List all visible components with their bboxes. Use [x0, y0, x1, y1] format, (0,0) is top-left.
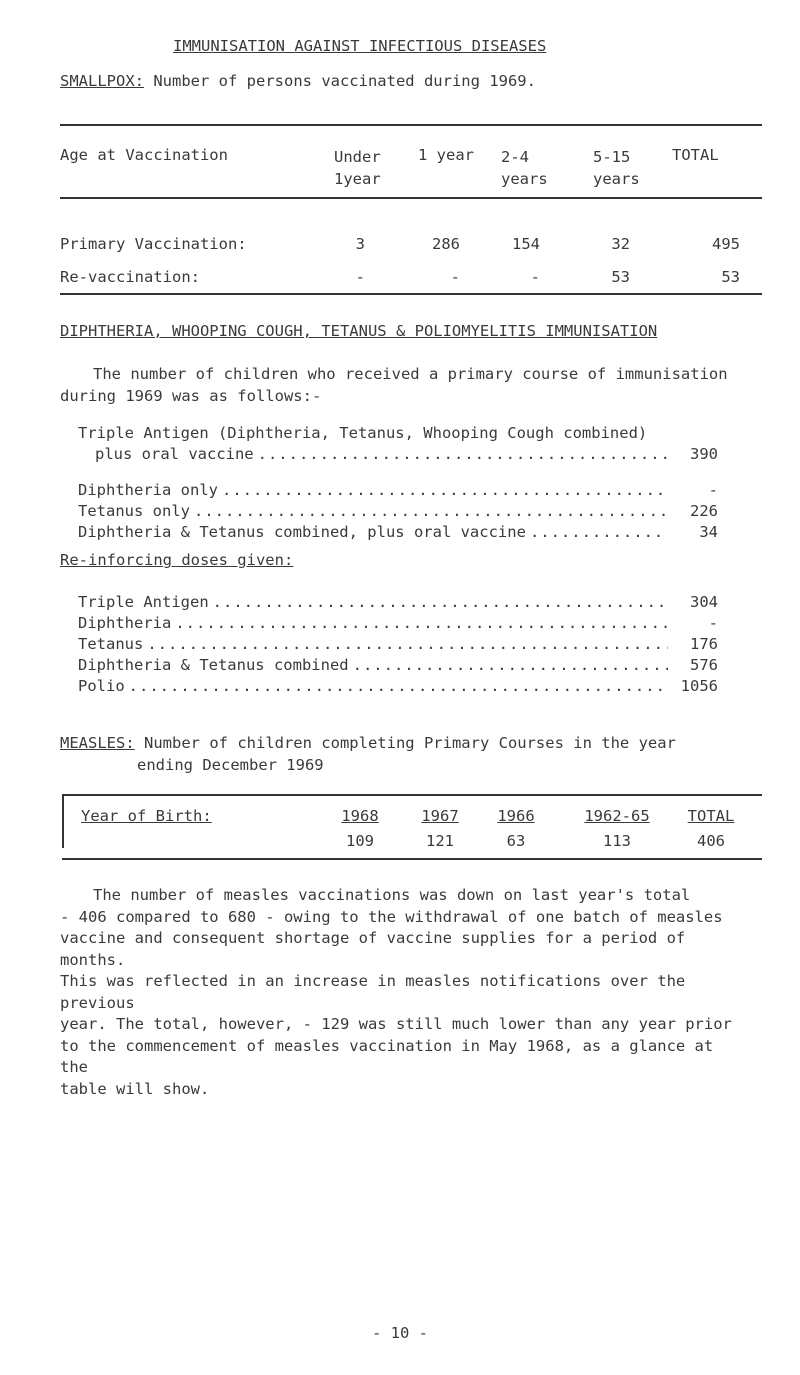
measles-value-1962-65: 113 — [603, 832, 631, 850]
measles-table-top-rule — [62, 794, 762, 796]
triple-antigen-label-line1: Triple Antigen (Diphtheria, Tetanus, Whooping Cough combined) — [78, 424, 648, 442]
primary-item-tetanus — [78, 502, 718, 520]
measles-value-1966: 63 — [506, 832, 526, 850]
col-header-age: Age at Vaccination — [60, 146, 228, 164]
paragraph-line: year. The total, however, - 129 was still much lower than any year prior — [60, 1015, 732, 1033]
measles-value-1967: 121 — [426, 832, 454, 850]
dtp-intro-line2: during 1969 was as follows:- — [60, 386, 322, 405]
item-value: - — [708, 614, 718, 632]
measles-heading: MEASLES: — [60, 734, 135, 752]
leader-dots — [222, 481, 668, 499]
item-label: Diphtheria & Tetanus combined — [78, 656, 349, 674]
col-header-2-4 — [501, 146, 548, 190]
reinforcing-item-triple — [78, 593, 718, 611]
reinforcing-item-dt-combined — [78, 656, 718, 674]
paragraph-line: - 406 compared to 680 - owing to the withdrawal of one batch of measles — [60, 907, 723, 926]
reinforcing-heading: Re-inforcing doses given: — [60, 551, 294, 569]
measles-value-total: 406 — [697, 832, 725, 850]
item-label: Triple Antigen — [78, 593, 209, 611]
paragraph-line: The number of measles vaccinations was down on last year's total — [93, 886, 691, 904]
page-title: IMMUNISATION AGAINST INFECTIOUS DISEASES — [173, 37, 547, 55]
dtp-intro-line1: The number of children who received a primary course of immunisation — [93, 365, 728, 383]
col-header-under1 — [334, 146, 381, 190]
col-header-total: TOTAL — [672, 146, 719, 164]
item-value: 176 — [690, 635, 718, 653]
leader-dots — [175, 614, 668, 632]
row-primary-label: Primary Vaccination: — [60, 235, 247, 253]
dtp-heading: DIPHTHERIA, WHOOPING COUGH, TETANUS & POLIOMYELITIS IMMUNISATION — [60, 322, 658, 340]
year-1962-65: 1962-65 — [584, 807, 650, 825]
year-1968: 1968 — [341, 807, 379, 825]
paragraph-line: to the commencement of measles vaccination in May 1968, as a glance at the — [60, 1036, 714, 1076]
measles-table-left-rule — [62, 794, 64, 848]
row-primary-1year: 286 — [432, 235, 460, 253]
measles-subtitle-2: ending December 1969 — [137, 756, 324, 774]
smallpox-table-top-rule — [60, 124, 762, 126]
primary-item-dt-combined — [78, 523, 718, 541]
reinforcing-item-tetanus — [78, 635, 718, 653]
smallpox-subtitle: Number of persons vaccinated during 1969. — [153, 72, 536, 90]
triple-antigen-value: 390 — [690, 445, 718, 463]
item-value: 226 — [690, 502, 718, 520]
row-primary-2-4: 154 — [512, 235, 540, 253]
measles-table-bottom-rule — [62, 858, 762, 860]
reinforcing-item-polio — [78, 677, 718, 695]
year-1967: 1967 — [421, 807, 459, 825]
item-value: 34 — [699, 523, 718, 541]
col-header-2-4-line2: years — [501, 170, 548, 188]
row-revacc-2-4: - — [530, 268, 540, 286]
smallpox-table-bottom-rule — [60, 293, 762, 295]
leader-dots — [530, 523, 668, 541]
item-label: Diphtheria & Tetanus combined, plus oral vaccine — [78, 523, 526, 541]
row-primary-under1: 3 — [355, 235, 365, 253]
year-of-birth-label: Year of Birth: — [81, 807, 212, 825]
measles-paragraph — [60, 885, 750, 1100]
primary-item-diphtheria — [78, 481, 718, 499]
item-value: 576 — [690, 656, 718, 674]
triple-antigen-row — [78, 445, 718, 463]
smallpox-header-rule — [60, 197, 762, 199]
row-revacc-5-15: 53 — [611, 268, 630, 286]
paragraph-line: This was reflected in an increase in measles notifications over the previous — [60, 972, 686, 1012]
measles-value-1968: 109 — [346, 832, 374, 850]
item-label: Tetanus — [78, 635, 144, 653]
leader-dots — [147, 635, 668, 653]
leader-dots — [353, 656, 668, 674]
paragraph-line: table will show. — [60, 1079, 210, 1098]
leader-dots — [258, 445, 668, 463]
reinforcing-item-diphtheria — [78, 614, 718, 632]
paragraph-line: vaccine and consequent shortage of vaccine supplies for a period of months. — [60, 929, 686, 969]
year-1966: 1966 — [497, 807, 535, 825]
page-number: - 10 - — [372, 1324, 428, 1342]
row-revacc-label: Re-vaccination: — [60, 268, 200, 286]
col-header-1year: 1 year — [418, 146, 474, 164]
item-value: 304 — [690, 593, 718, 611]
item-value: 1056 — [680, 677, 718, 695]
col-header-5-15 — [593, 146, 640, 190]
triple-antigen-label-line2: plus oral vaccine — [95, 445, 254, 463]
leader-dots — [194, 502, 668, 520]
leader-dots — [213, 593, 668, 611]
col-header-under1-line1: Under — [334, 148, 381, 166]
smallpox-heading-line — [60, 72, 536, 90]
dtp-intro — [60, 364, 750, 407]
measles-subtitle-1: Number of children completing Primary Courses in the year — [144, 734, 676, 752]
row-revacc-total: 53 — [721, 268, 740, 286]
item-label: Polio — [78, 677, 125, 695]
col-header-5-15-line2: years — [593, 170, 640, 188]
item-label: Diphtheria only — [78, 481, 218, 499]
col-header-under1-line2: 1year — [334, 170, 381, 188]
col-header-5-15-line1: 5-15 — [593, 148, 631, 166]
row-primary-5-15: 32 — [611, 235, 630, 253]
item-label: Tetanus only — [78, 502, 190, 520]
smallpox-heading: SMALLPOX: — [60, 72, 144, 90]
measles-heading-line1 — [60, 734, 676, 752]
year-total: TOTAL — [687, 807, 735, 825]
row-revacc-1year: - — [450, 268, 460, 286]
item-value: - — [708, 481, 718, 499]
col-header-2-4-line1: 2-4 — [501, 148, 529, 166]
row-revacc-under1: - — [355, 268, 365, 286]
row-primary-total: 495 — [712, 235, 740, 253]
item-label: Diphtheria — [78, 614, 172, 632]
leader-dots — [129, 677, 668, 695]
